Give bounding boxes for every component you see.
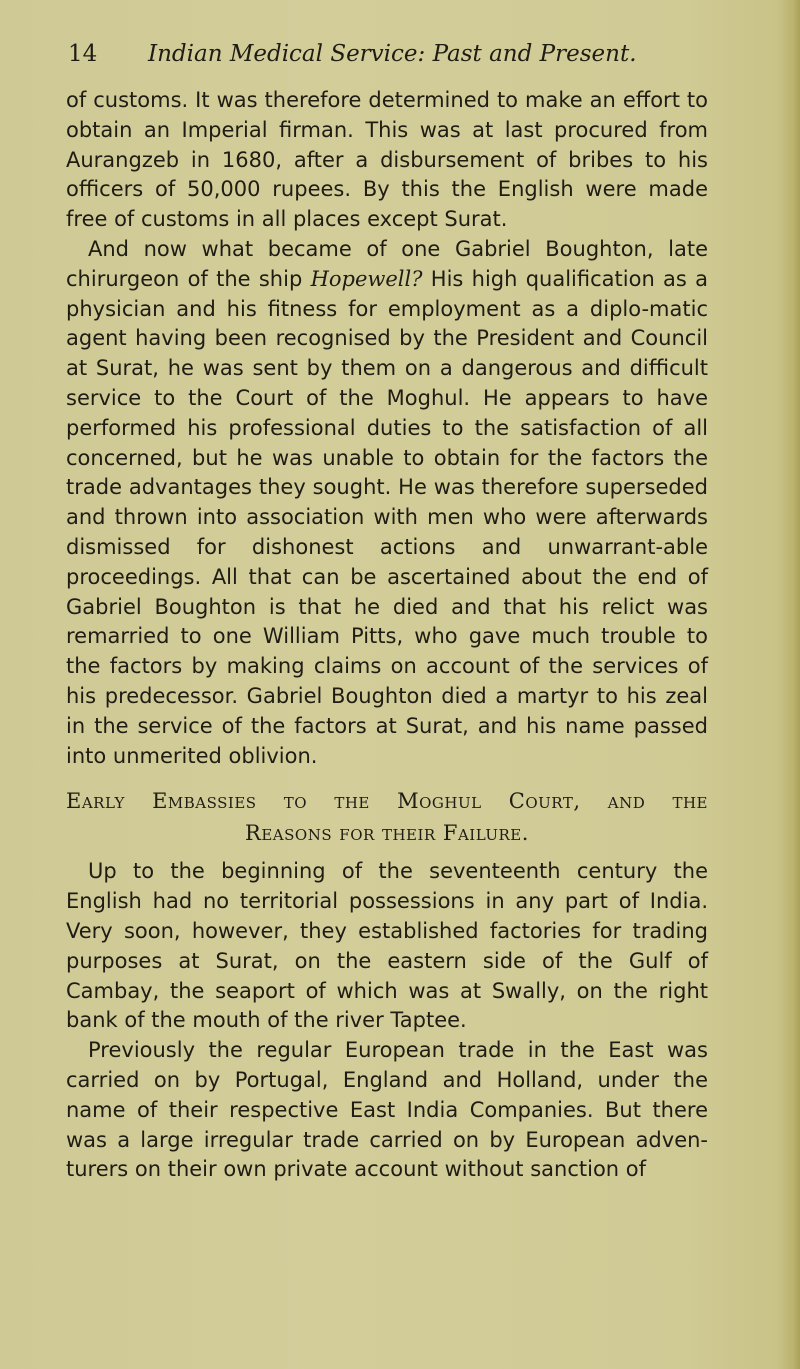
page-number: 14	[68, 41, 98, 67]
paragraph-2	[66, 235, 708, 771]
paragraph-2-start: And now what became of one Gabriel Boughton, late chirurgeon of the ship	[66, 236, 708, 291]
page-edge-shadow	[782, 0, 800, 1369]
page-header	[68, 38, 728, 70]
paragraph-4: Previously the regular European trade in the East was carried on by Portugal, England and Holland, under the name of their respective East India Companies. But there was a large irregular trade carried on by European adven-turers on their own private account without sanction of	[66, 1038, 708, 1182]
paragraph-1: of customs. It was therefore determined to make an effort to obtain an Imperial firman. This was at last procured from Aurangzeb in 1680, after a disbursement of bribes to his officers of 50,000 rupees. By this the English were made free of customs in all places except Surat.	[66, 88, 708, 232]
ship-name: Hopewell?	[310, 266, 423, 291]
body-text	[66, 86, 708, 1185]
section-heading-line-1: Early Embassies to the Moghul Court, and the	[66, 789, 708, 814]
paragraph-2-rest: His high qualification as a physician and his fitness for employment as a diplo-matic agent having been recognised by the President and Council at Surat, he was sent by them on a dangerous and difficult service to the Court of the Moghul. He appears to have performed his professional duties to the satisfaction of all concerned, but he was unable to obtain for the factors the trade advantages they sought. He was therefore superseded and thrown into association with men who were afterwards dismissed for dishonest actions and unwarrant-able proceedings. All that can be ascertained about the end of Gabriel Boughton is that he died and that his relict was remarried to one William Pitts, who gave much trouble to the factors by making claims on account of the services of his predecessor. Gabriel Boughton died a martyr to his zeal in the service of the factors at Surat, and his name passed into unmerited oblivion.	[66, 266, 708, 768]
section-heading-line-2: Reasons for their Failure.	[245, 821, 529, 846]
section-heading	[66, 785, 708, 849]
paragraph-3: Up to the beginning of the seventeenth century the English had no territorial possessions in any part of India. Very soon, however, they established factories for trading purposes at Surat, on the eastern side of the Gulf of Cambay, the seaport of which was at Swally, on the right bank of the mouth of the river Taptee.	[66, 859, 708, 1033]
running-head: Indian Medical Service: Past and Present.	[148, 41, 637, 67]
